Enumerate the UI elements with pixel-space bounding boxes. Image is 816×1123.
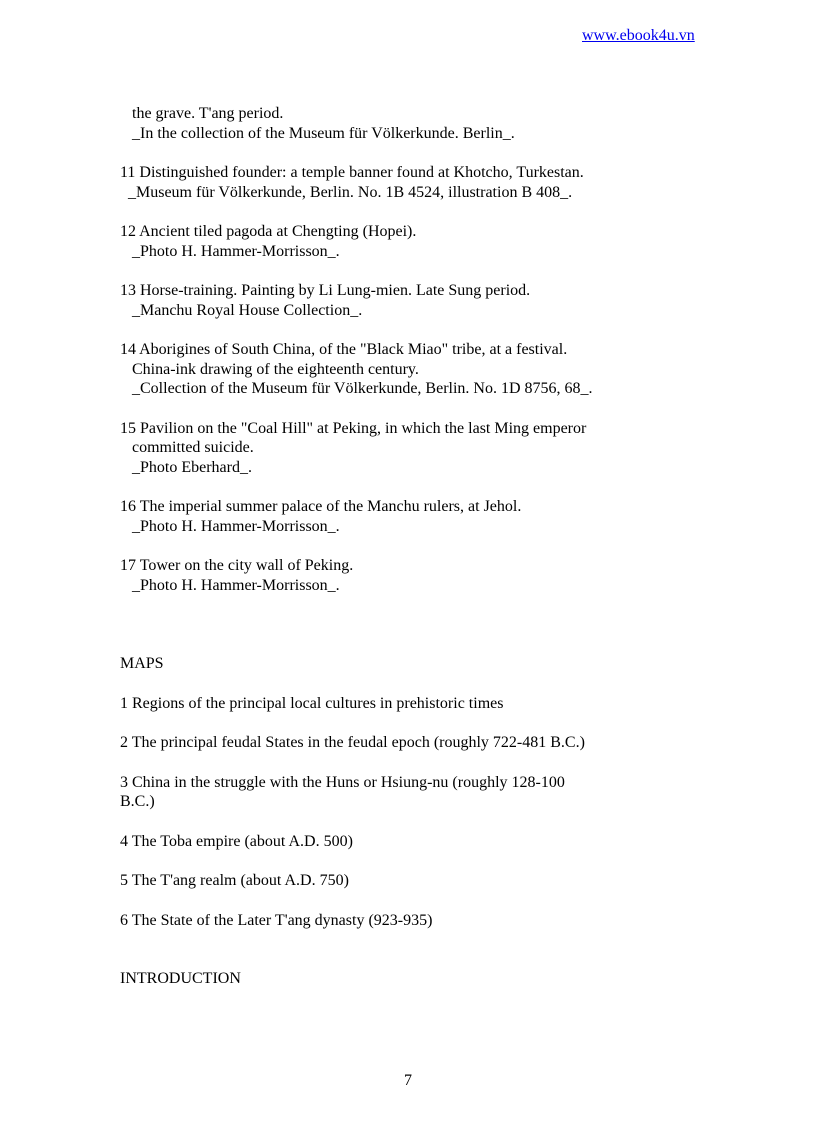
illustration-entry-16 [120, 497, 620, 536]
entry-line: 12 Ancient tiled pagoda at Chengting (Hopei). [120, 223, 417, 240]
entry-line: the grave. T'ang period. [132, 105, 284, 122]
maps-heading: MAPS [120, 655, 164, 672]
entry-line: _Photo H. Hammer-Morrisson_. [132, 576, 340, 594]
illustration-entry-11 [120, 163, 620, 202]
illustration-entry-15 [120, 419, 620, 478]
map-line: 2 The principal feudal States in the feudal epoch (roughly 722-481 B.C.) [120, 734, 585, 751]
illustration-entry-continued [120, 104, 620, 143]
entry-line: 17 Tower on the city wall of Peking. [120, 557, 354, 574]
entry-line: committed suicide. [132, 439, 254, 456]
entry-line: 16 The imperial summer palace of the Manchu rulers, at Jehol. [120, 498, 522, 515]
entry-line: 13 Horse-training. Painting by Li Lung-mien. Late Sung period. [120, 282, 531, 299]
entry-line: 15 Pavilion on the "Coal Hill" at Peking, in which the last Ming emperor [120, 419, 587, 437]
map-item-5 [120, 871, 620, 891]
map-line: 6 The State of the Later T'ang dynasty (923-935) [120, 911, 433, 929]
entry-line: _Museum für Völkerkunde, Berlin. No. 1B 4524, illustration B 408_. [128, 183, 573, 201]
map-line: B.C.) [120, 793, 155, 810]
map-line: 1 Regions of the principal local cultures in prehistoric times [120, 694, 504, 712]
entry-line: _Photo H. Hammer-Morrisson_. [132, 242, 340, 260]
map-item-1 [120, 694, 620, 714]
map-line: 5 The T'ang realm (about A.D. 750) [120, 872, 349, 889]
introduction-heading: INTRODUCTION [120, 970, 241, 987]
illustration-entry-12 [120, 222, 620, 261]
entry-line: _Photo H. Hammer-Morrisson_. [132, 517, 340, 535]
entry-line: _In the collection of the Museum für Völkerkunde. Berlin_. [132, 124, 515, 142]
page-number: 7 [404, 1072, 412, 1089]
illustration-entry-14 [120, 340, 620, 399]
entry-line: _Collection of the Museum für Völkerkunde, Berlin. No. 1D 8756, 68_. [132, 380, 593, 397]
map-item-6 [120, 911, 620, 931]
map-item-2 [120, 733, 620, 753]
page-content [120, 104, 620, 989]
entry-line: 11 Distinguished founder: a temple banner found at Khotcho, Turkestan. [120, 164, 584, 181]
illustration-entry-13 [120, 281, 620, 320]
maps-list [120, 694, 620, 931]
map-item-4 [120, 832, 620, 852]
site-link[interactable]: www.ebook4u.vn [582, 27, 695, 44]
map-line: 3 China in the struggle with the Huns or Hsiung-nu (roughly 128-100 [120, 773, 565, 791]
entry-line: _Photo Eberhard_. [132, 458, 252, 476]
map-item-3 [120, 773, 620, 812]
entry-line: China-ink drawing of the eighteenth century. [132, 360, 419, 378]
map-line: 4 The Toba empire (about A.D. 500) [120, 832, 353, 850]
illustration-entry-17 [120, 556, 620, 595]
entry-line: _Manchu Royal House Collection_. [132, 301, 363, 319]
entry-line: 14 Aborigines of South China, of the "Black Miao" tribe, at a festival. [120, 341, 568, 358]
